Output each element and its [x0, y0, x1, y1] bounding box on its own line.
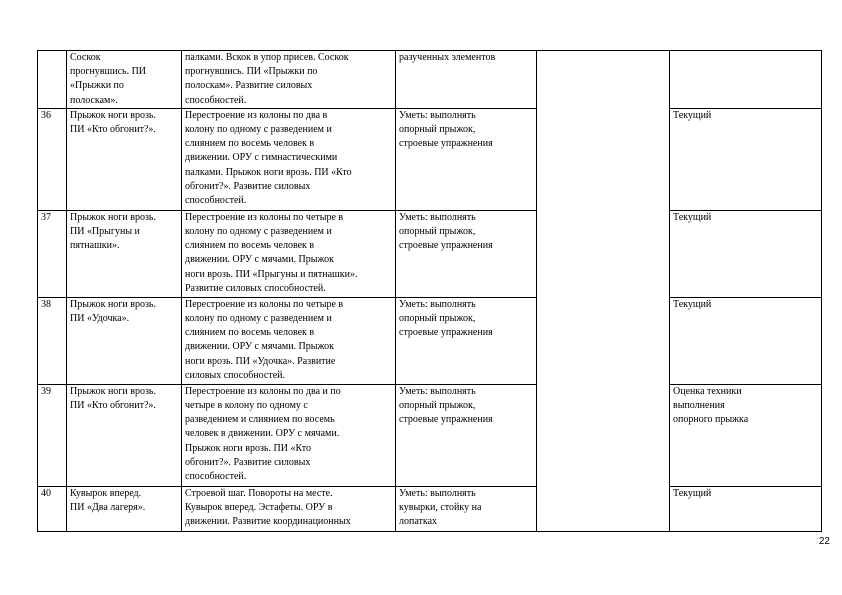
- lesson-content: палками. Вскок в упор присев. Соскок прогнувшись. ПИ «Прыжки по полоскам». Развитие силовых способностей.: [182, 51, 396, 109]
- lesson-number: 40: [38, 486, 67, 531]
- lesson-number: 37: [38, 210, 67, 297]
- lesson-content: Перестроение из колоны по четыре в колону по одному с разведением и слиянием по восемь человек в движении. ОРУ с мячами. Прыжок ноги врозь. ПИ «Прыгуны и пятнашки». Развитие силовых способностей.: [182, 210, 396, 297]
- lesson-control: Текущий: [670, 210, 822, 297]
- page-number: 22: [818, 536, 830, 547]
- lesson-content: Строевой шаг. Повороты на месте. Кувырок вперед. Эстафеты. ОРУ в движении. Развитие координационных: [182, 486, 396, 531]
- lesson-number: 38: [38, 297, 67, 384]
- lesson-number: [38, 51, 67, 109]
- lesson-requirements: Уметь: выполнять опорный прыжок, строевые упражнения: [396, 210, 537, 297]
- lesson-control: Текущий: [670, 297, 822, 384]
- lesson-topic: Прыжок ноги врозь. ПИ «Удочка».: [67, 297, 182, 384]
- empty-cell: [537, 51, 670, 532]
- table-row: [38, 108, 822, 210]
- lesson-requirements: разученных элементов: [396, 51, 537, 109]
- lesson-control: [670, 51, 822, 109]
- table-row: [38, 210, 822, 297]
- lesson-requirements: Уметь: выполнять опорный прыжок, строевые упражнения: [396, 297, 537, 384]
- lesson-number: 39: [38, 384, 67, 486]
- lesson-requirements: Уметь: выполнять кувырки, стойку на лопатках: [396, 486, 537, 531]
- table-row: [38, 51, 822, 109]
- lesson-requirements: Уметь: выполнять опорный прыжок, строевые упражнения: [396, 108, 537, 210]
- lesson-topic: Прыжок ноги врозь. ПИ «Кто обгонит?».: [67, 108, 182, 210]
- table-row: [38, 384, 822, 486]
- lesson-control: Текущий: [670, 486, 822, 531]
- lesson-topic: Прыжок ноги врозь. ПИ «Кто обгонит?».: [67, 384, 182, 486]
- lesson-topic: Кувырок вперед. ПИ «Два лагеря».: [67, 486, 182, 531]
- table-row: [38, 486, 822, 531]
- lesson-content: Перестроение из колоны по два и по четыре в колону по одному с разведением и слиянием по восемь человек в движении. ОРУ с мячами. Прыжок ноги врозь. ПИ «Кто обгонит?». Развитие силовых способностей.: [182, 384, 396, 486]
- lesson-content: Перестроение из колоны по четыре в колону по одному с разведением и слиянием по восемь человек в движении. ОРУ с мячами. Прыжок ноги врозь. ПИ «Удочка». Развитие силовых способностей.: [182, 297, 396, 384]
- lesson-requirements: Уметь: выполнять опорный прыжок, строевые упражнения: [396, 384, 537, 486]
- lesson-number: 36: [38, 108, 67, 210]
- lesson-content: Перестроение из колоны по два в колону по одному с разведением и слиянием по восемь человек в движении. ОРУ с гимнастическими палками. Прыжок ноги врозь. ПИ «Кто обгонит?». Развитие силовых способностей.: [182, 108, 396, 210]
- lesson-control: Оценка техники выполнения опорного прыжка: [670, 384, 822, 486]
- lesson-topic: Прыжок ноги врозь. ПИ «Прыгуны и пятнашки».: [67, 210, 182, 297]
- lesson-plan-table: [37, 50, 822, 532]
- lesson-topic: Соскок прогнувшись. ПИ «Прыжки по полоскам».: [67, 51, 182, 109]
- table-row: [38, 297, 822, 384]
- lesson-control: Текущий: [670, 108, 822, 210]
